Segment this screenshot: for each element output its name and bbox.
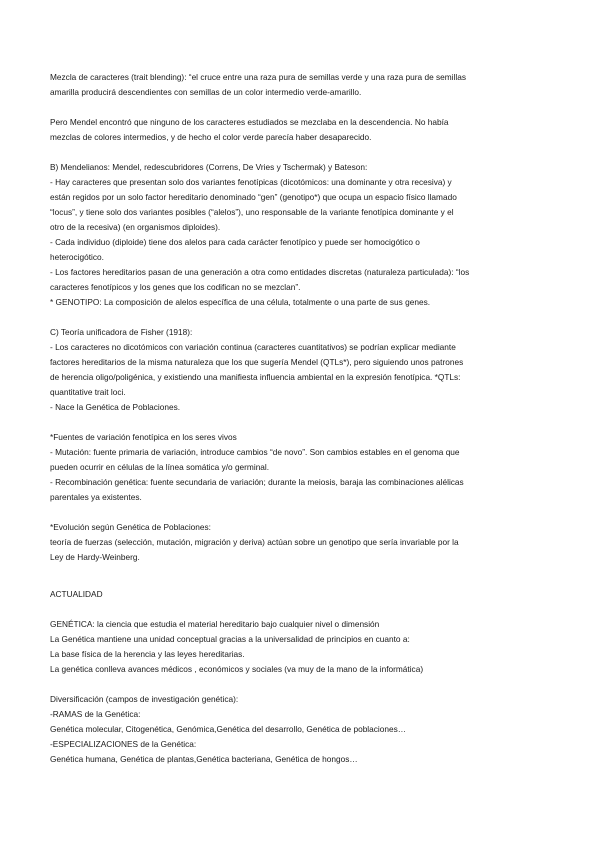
paragraph-mendel-observation — [50, 115, 560, 145]
text-line: caracteres fenotípicos y los genes que los codifican no se mezclan”. — [50, 282, 301, 292]
text-line: amarilla producirá descendientes con semillas de un color intermedio verde-amarillo. — [50, 87, 362, 97]
section-heading: Diversificación (campos de investigación genética): — [50, 694, 239, 704]
text-line: - Recombinación genética: fuente secundaria de variación; durante la meiosis, baraja las combinaciones alélicas — [50, 477, 464, 487]
text-line: - Hay caracteres que presentan solo dos variantes fenotípicas (dicotómicos: una dominante y otra recesiva) y — [50, 177, 452, 187]
section-heading: *Evolución según Genética de Poblaciones: — [50, 522, 211, 532]
text-line: - Nace la Genética de Poblaciones. — [50, 402, 181, 412]
text-line: están regidos por un solo factor hereditario denominado “gen” (genotipo*) que ocupa un espacio físico llamado — [50, 192, 457, 202]
section-heading: *Fuentes de variación fenotípica en los seres vivos — [50, 432, 237, 442]
text-line: mezclas de colores intermedios, y de hecho el color verde parecía haber desaparecido. — [50, 132, 372, 142]
text-line: teoría de fuerzas (selección, mutación, migración y deriva) actúan sobre un genotipo que sería invariable por la — [50, 537, 459, 547]
paragraph-diversificacion — [50, 692, 560, 767]
text-line: La genética conlleva avances médicos , económicos y sociales (va muy de la mano de la informática) — [50, 664, 424, 674]
text-line: Genética humana, Genética de plantas,Genética bacteriana, Genética de hongos… — [50, 754, 358, 764]
section-heading: ACTUALIDAD — [50, 589, 103, 599]
text-line: - Los factores hereditarios pasan de una generación a otra como entidades discretas (naturaleza particulada): “los — [50, 267, 470, 277]
text-line: La Genética mantiene una unidad conceptual gracias a la universalidad de principios en cuanto a: — [50, 634, 410, 644]
text-line: -RAMAS de la Genética: — [50, 709, 141, 719]
text-line: Ley de Hardy-Weinberg. — [50, 552, 140, 562]
text-line: “locus”, y tiene solo dos variantes posibles (“alelos”), uno responsable de la variante fenotípica dominante y el — [50, 207, 454, 217]
paragraph-variation-sources — [50, 430, 560, 505]
section-heading: B) Mendelianos: Mendel, redescubridores (Correns, De Vries y Tschermak) y Bateson: — [50, 162, 368, 172]
text-line: - Mutación: fuente primaria de variación, introduce cambios “de novo”. Son cambios estables en el genoma que — [50, 447, 460, 457]
paragraph-mendelianos — [50, 160, 560, 310]
paragraph-actualidad-heading — [50, 587, 560, 602]
text-line: otro de la recesiva) (en organismos diploides). — [50, 222, 221, 232]
text-line: pueden ocurrir en células de la línea somática y/o germinal. — [50, 462, 270, 472]
text-line: - Los caracteres no dicotómicos con variación continua (caracteres cuantitativos) se podrían explicar mediante — [50, 342, 456, 352]
paragraph-trait-blending — [50, 70, 560, 100]
text-line: quantitative trait loci. — [50, 387, 126, 397]
text-line: Pero Mendel encontró que ninguno de los caracteres estudiados se mezclaba en la descendencia. No había — [50, 117, 449, 127]
text-line: Genética molecular, Citogenética, Genómica,Genética del desarrollo, Genética de poblaciones… — [50, 724, 407, 734]
paragraph-genetica-definition — [50, 617, 560, 677]
text-line: factores hereditarios de la misma naturaleza que los que sugería Mendel (QTLs*), pero siguiendo unos patrones — [50, 357, 464, 367]
text-line: - Cada individuo (diploide) tiene dos alelos para cada carácter fenotípico y puede ser homocigótico o — [50, 237, 420, 247]
text-line: heterocigótico. — [50, 252, 104, 262]
paragraph-fisher — [50, 325, 560, 415]
text-line: de herencia oligo/poligénica, y existiendo una manifiesta influencia ambiental en la expresión fenotípica. *QTLs: — [50, 372, 461, 382]
text-line: La base física de la herencia y las leyes hereditarias. — [50, 649, 245, 659]
text-line: GENÉTICA: la ciencia que estudia el material hereditario bajo cualquier nivel o dimensión — [50, 619, 380, 629]
text-line: * GENOTIPO: La composición de alelos específica de una célula, totalmente o una parte de sus genes. — [50, 297, 431, 307]
text-line: parentales ya existentes. — [50, 492, 142, 502]
document-body — [50, 70, 560, 767]
paragraph-evolution — [50, 520, 560, 565]
text-line: Mezcla de caracteres (trait blending): “el cruce entre una raza pura de semillas verde y una raza pura de semillas — [50, 72, 466, 82]
section-heading: C) Teoría unificadora de Fisher (1918): — [50, 327, 193, 337]
text-line: -ESPECIALIZACIONES de la Genética: — [50, 739, 197, 749]
